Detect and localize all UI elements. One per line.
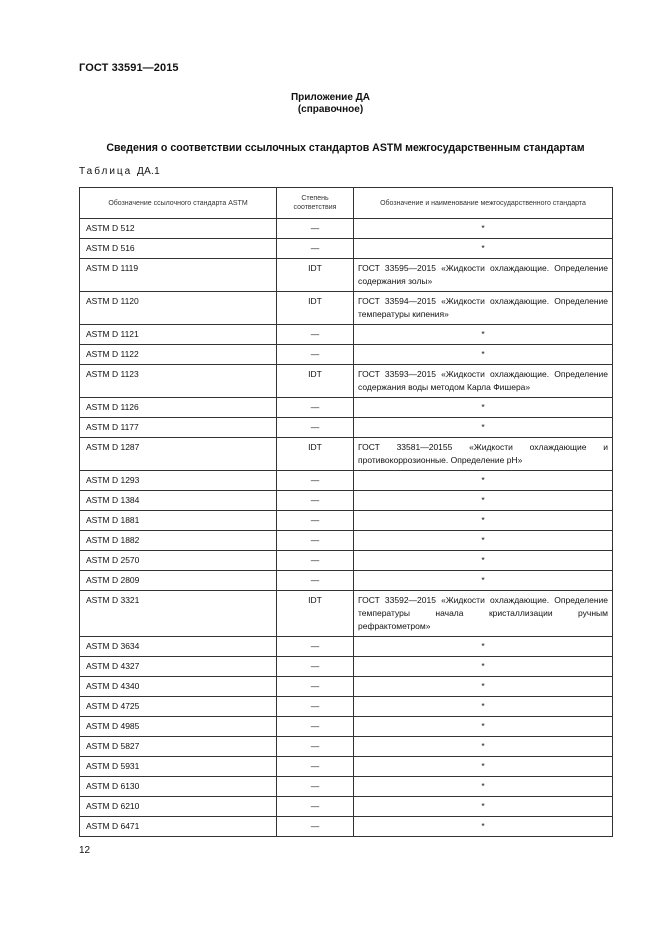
table-row [80,239,613,259]
table-row [80,511,613,531]
astm-code-cell: ASTM D 3321 [80,591,277,637]
interstate-standard-cell: ГОСТ 33594—2015 «Жидкости охлаждающие. Определение температуры кипения» [354,292,613,325]
astm-code-cell: ASTM D 1177 [80,418,277,438]
astm-code-cell: ASTM D 1123 [80,365,277,398]
compliance-degree-cell: — [277,777,354,797]
astm-code-cell: ASTM D 5827 [80,737,277,757]
astm-code-cell: ASTM D 6210 [80,797,277,817]
interstate-standard-cell: * [354,491,613,511]
interstate-standard-cell: * [354,571,613,591]
table-row [80,438,613,471]
page-number: 12 [79,845,91,856]
table-row [80,717,613,737]
interstate-standard-cell: * [354,239,613,259]
compliance-degree-cell: — [277,757,354,777]
astm-code-cell: ASTM D 1121 [80,325,277,345]
table-caption-label: Таблица [79,166,133,177]
compliance-degree-cell: — [277,511,354,531]
astm-code-cell: ASTM D 4985 [80,717,277,737]
table-row [80,757,613,777]
astm-code-cell: ASTM D 2570 [80,551,277,571]
astm-code-cell: ASTM D 3634 [80,637,277,657]
interstate-standard-cell: ГОСТ 33581—20155 «Жидкости охлаждающие и противокоррозионные. Определение pH» [354,438,613,471]
interstate-standard-cell: * [354,471,613,491]
compliance-degree-cell: IDT [277,591,354,637]
compliance-degree-cell: IDT [277,259,354,292]
compliance-degree-cell: — [277,737,354,757]
astm-code-cell: ASTM D 1122 [80,345,277,365]
table-row [80,737,613,757]
section-title: Сведения о соответствии ссылочных стандартов ASTM межгосударственным стандартам [106,142,585,154]
column-header-astm-code: Обозначение ссылочного стандарта ASTM [80,188,277,219]
compliance-degree-cell: — [277,637,354,657]
interstate-standard-cell: * [354,697,613,717]
table-caption-number: ДА.1 [137,166,160,177]
astm-code-cell: ASTM D 4327 [80,657,277,677]
compliance-degree-cell: — [277,418,354,438]
astm-code-cell: ASTM D 4725 [80,697,277,717]
interstate-standard-cell: * [354,398,613,418]
appendix-title: Приложение ДА [290,92,371,103]
table-row [80,398,613,418]
table-row [80,657,613,677]
interstate-standard-cell: * [354,637,613,657]
table-row [80,345,613,365]
interstate-standard-cell: * [354,345,613,365]
table-row [80,677,613,697]
interstate-standard-cell: * [354,418,613,438]
astm-code-cell: ASTM D 6130 [80,777,277,797]
appendix-heading [0,92,661,116]
standards-compliance-table [79,187,613,837]
table-row [80,325,613,345]
compliance-degree-cell: — [277,797,354,817]
table-row [80,418,613,438]
interstate-standard-cell: ГОСТ 33593—2015 «Жидкости охлаждающие. Определение содержания воды методом Карла Фишера» [354,365,613,398]
interstate-standard-cell: * [354,757,613,777]
compliance-degree-cell: — [277,697,354,717]
document-code: ГОСТ 33591—2015 [79,62,179,74]
compliance-degree-cell: IDT [277,292,354,325]
astm-code-cell: ASTM D 512 [80,219,277,239]
column-header-interstate-standard: Обозначение и наименование межгосударственного стандарта [354,188,613,219]
table-row [80,797,613,817]
column-header-degree: Степень соответствия [277,188,354,219]
interstate-standard-cell: * [354,551,613,571]
table-row [80,777,613,797]
compliance-degree-cell: — [277,345,354,365]
table-row [80,491,613,511]
compliance-degree-cell: — [277,717,354,737]
astm-code-cell: ASTM D 2809 [80,571,277,591]
interstate-standard-cell: * [354,219,613,239]
astm-code-cell: ASTM D 1882 [80,531,277,551]
astm-code-cell: ASTM D 1120 [80,292,277,325]
interstate-standard-cell: ГОСТ 33592—2015 «Жидкости охлаждающие. Определение температуры начала кристаллизации ручным рефрактометром» [354,591,613,637]
table-row [80,259,613,292]
interstate-standard-cell: * [354,717,613,737]
table-row [80,551,613,571]
interstate-standard-cell: * [354,817,613,837]
table-header-row [80,188,613,219]
astm-code-cell: ASTM D 516 [80,239,277,259]
interstate-standard-cell: * [354,677,613,697]
table-caption [79,166,160,177]
table-row [80,365,613,398]
table-row [80,591,613,637]
compliance-degree-cell: — [277,571,354,591]
astm-code-cell: ASTM D 5931 [80,757,277,777]
astm-code-cell: ASTM D 1126 [80,398,277,418]
astm-code-cell: ASTM D 4340 [80,677,277,697]
compliance-degree-cell: — [277,398,354,418]
astm-code-cell: ASTM D 1881 [80,511,277,531]
table-body [80,219,613,837]
interstate-standard-cell: * [354,737,613,757]
compliance-degree-cell: IDT [277,365,354,398]
compliance-degree-cell: — [277,491,354,511]
astm-code-cell: ASTM D 1384 [80,491,277,511]
table-row [80,471,613,491]
table-row [80,219,613,239]
astm-code-cell: ASTM D 6471 [80,817,277,837]
table-row [80,531,613,551]
interstate-standard-cell: * [354,325,613,345]
interstate-standard-cell: ГОСТ 33595—2015 «Жидкости охлаждающие. Определение содержания золы» [354,259,613,292]
compliance-degree-cell: — [277,219,354,239]
compliance-degree-cell: — [277,551,354,571]
compliance-degree-cell: — [277,657,354,677]
compliance-degree-cell: IDT [277,438,354,471]
appendix-subtitle: (справочное) [297,104,364,115]
table-row [80,637,613,657]
compliance-degree-cell: — [277,239,354,259]
table-row [80,817,613,837]
table-row [80,697,613,717]
interstate-standard-cell: * [354,797,613,817]
interstate-standard-cell: * [354,531,613,551]
astm-code-cell: ASTM D 1119 [80,259,277,292]
astm-code-cell: ASTM D 1287 [80,438,277,471]
interstate-standard-cell: * [354,657,613,677]
table-row [80,292,613,325]
compliance-degree-cell: — [277,325,354,345]
interstate-standard-cell: * [354,777,613,797]
compliance-degree-cell: — [277,531,354,551]
compliance-degree-cell: — [277,817,354,837]
astm-code-cell: ASTM D 1293 [80,471,277,491]
compliance-degree-cell: — [277,677,354,697]
interstate-standard-cell: * [354,511,613,531]
compliance-degree-cell: — [277,471,354,491]
table-row [80,571,613,591]
